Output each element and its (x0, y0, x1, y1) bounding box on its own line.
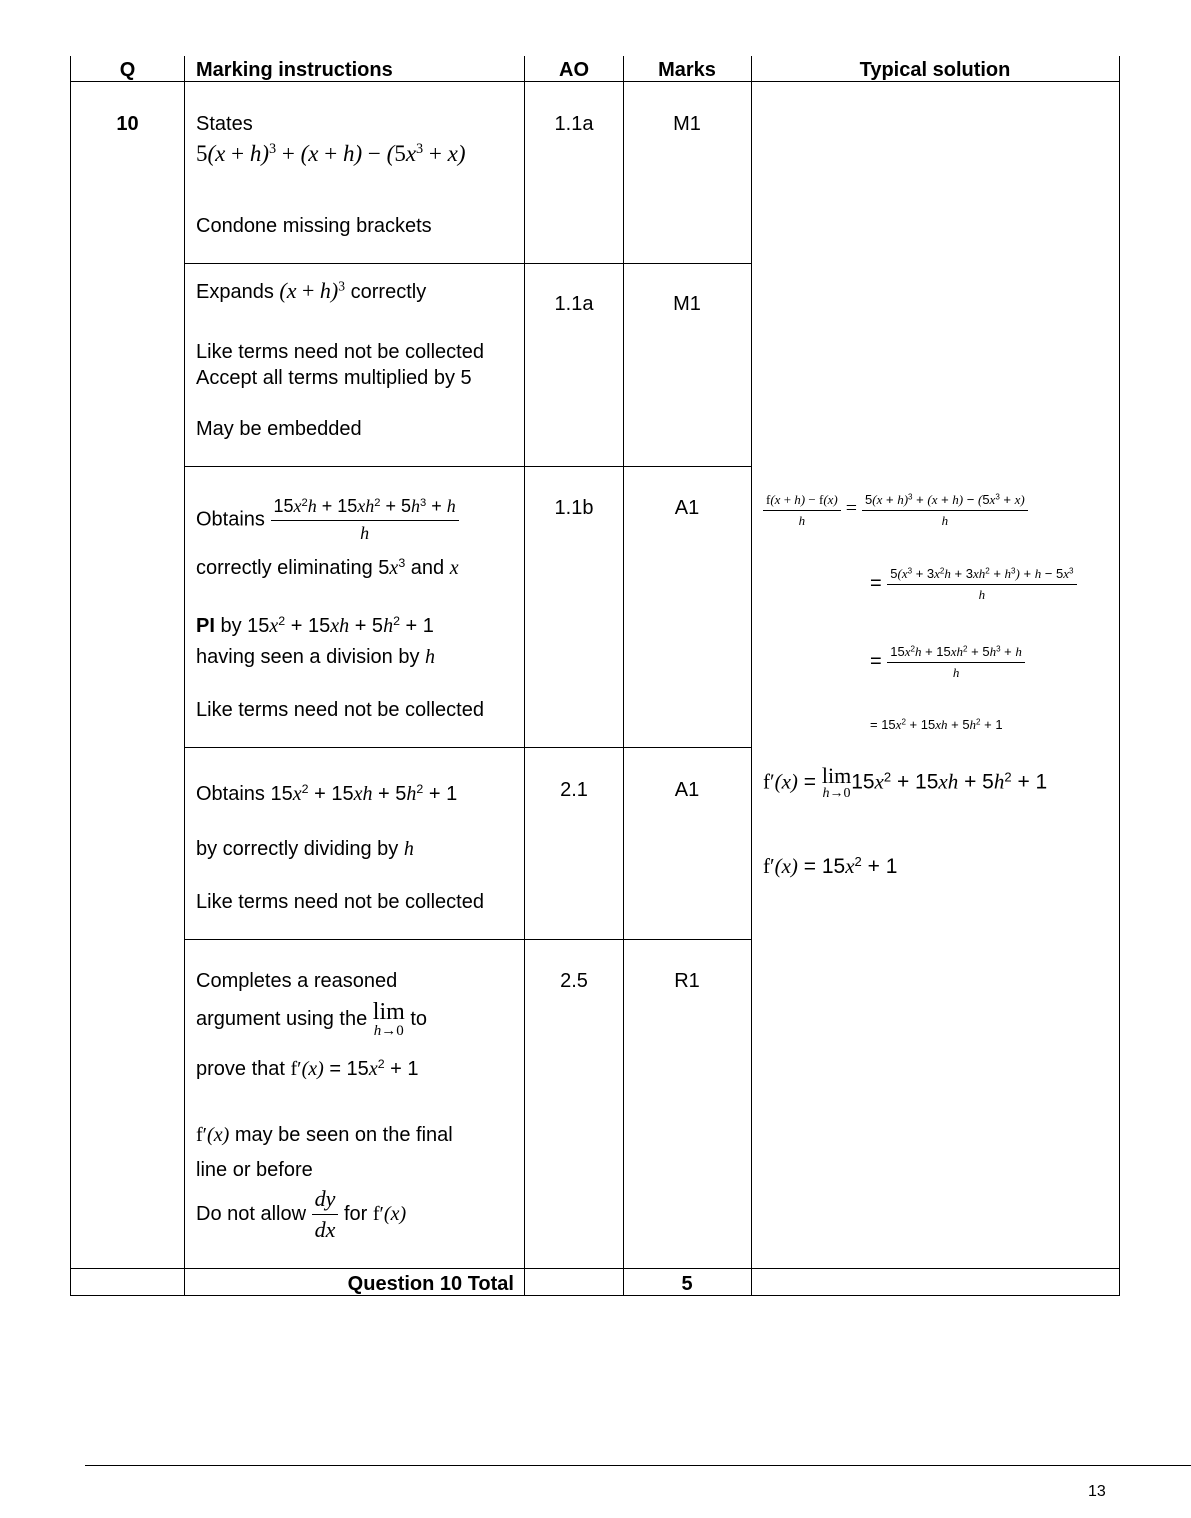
row5-line5: line or before (196, 1159, 313, 1181)
row4-dividing: by correctly dividing by h (196, 838, 414, 860)
row4-mark: A1 (674, 779, 700, 801)
row5-to: to (410, 1007, 428, 1030)
row5-mark: R1 (674, 970, 700, 992)
header-typical-solution: Typical solution (859, 59, 1011, 81)
row5-line3: prove that $f'(x) = 15x^2 + 1$ (196, 1057, 419, 1080)
row3-obtains-label: Obtains (196, 508, 265, 531)
row2-ao: 1.1a (554, 293, 594, 315)
header-marks: Marks (658, 59, 716, 81)
solution-line2: = $\frac{5(x^3 + 3x^2h + 3xh^2 + h^3) + h - 5x^3}{h}$ (870, 566, 1077, 602)
row5-for: for (343, 1203, 368, 1226)
row5-line2: argument using the lim h→0 to (196, 999, 428, 1039)
total-marks: 5 (681, 1273, 693, 1295)
row3-pi-by: by (220, 615, 242, 637)
row2-note1: Like terms need not be collected (196, 341, 484, 363)
row4-ao: 2.1 (560, 779, 588, 801)
row3-eliminating: correctly eliminating $5x^3$ and x (196, 556, 459, 579)
row5-prove: prove that (196, 1058, 285, 1080)
row3-obtains: Obtains $\frac{15x^2h + 15xh^2 + 5h^3 + h}{h}$ (196, 496, 459, 544)
row3-note: Like terms need not be collected (196, 699, 484, 721)
row5-ao: 2.5 (560, 970, 588, 992)
row1-mark: M1 (673, 113, 701, 135)
header-q: Q (119, 59, 136, 81)
page-number: 13 (1088, 1483, 1106, 1500)
row4-note: Like terms need not be collected (196, 891, 484, 913)
row2-expands: Expands $(x + h)^3$ correctly (196, 278, 427, 303)
row4-obtains: Obtains $15x^2 + 15xh + 5h^2 + 1$ (196, 782, 458, 805)
solution-final: $f'(x) = 15x^2 + 1$ (763, 853, 898, 878)
row4-dividing-label: by correctly dividing by (196, 838, 399, 860)
row5-argument: argument using the (196, 1007, 368, 1030)
row1-states: States (196, 113, 253, 135)
row2-mark: M1 (673, 293, 701, 315)
row2-note2: Accept all terms multiplied by 5 (196, 367, 472, 389)
row3-pi: PI by $15x^2 + 15xh + 5h^2 + 1$ (196, 614, 434, 637)
row3-division-label: having seen a division by (196, 646, 420, 668)
header-marking-instructions: Marking instructions (196, 59, 393, 81)
row1-note: Condone missing brackets (196, 215, 432, 237)
row5-line4: f′(x) may be seen on the final (196, 1124, 453, 1146)
question-number: 10 (116, 113, 139, 135)
total-label: Question 10 Total (347, 1273, 514, 1295)
row3-ao: 1.1b (554, 497, 594, 519)
header-ao: AO (559, 59, 589, 81)
row3-and: and (410, 557, 445, 579)
row1-ao: 1.1a (554, 113, 594, 135)
row3-mark: A1 (674, 497, 700, 519)
row3-eliminating-label: correctly eliminating 5 (196, 557, 390, 579)
row5-line1: Completes a reasoned (196, 970, 398, 992)
row5-do-not-allow: Do not allow (196, 1203, 307, 1226)
row2-expands-label: Expands (196, 281, 274, 303)
row5-line6: Do not allow $\frac{dy}{dx}$ for f′(x) (196, 1186, 407, 1243)
solution-line1: $\frac{f(x + h) - f(x)}{h}$ = $\frac{5(x + h)^3 + (x + h) - (5x^3 + x)}{h}$ (763, 492, 1028, 528)
row3-pi-label: PI (196, 615, 215, 637)
solution-line4: = $15x^2 + 15xh + 5h^2 + 1$ (870, 717, 1003, 732)
row3-division: having seen a division by h (196, 646, 436, 668)
solution-limit: f′(x) = lim h→0 $15x^2 + 15xh + 5h^2 + 1$ (763, 763, 1048, 801)
row1-expression: $5(x + h)^3 + (x + h) - (5x^3 + x)$ (196, 141, 466, 166)
row5-final: may be seen on the final (234, 1124, 453, 1146)
row4-obtains-label: Obtains (196, 783, 265, 805)
row2-note3: May be embedded (196, 418, 362, 440)
row2-correctly: correctly (350, 281, 427, 303)
solution-line3: = $\frac{15x^2h + 15xh^2 + 5h^3 + h}{h}$ (870, 644, 1025, 680)
